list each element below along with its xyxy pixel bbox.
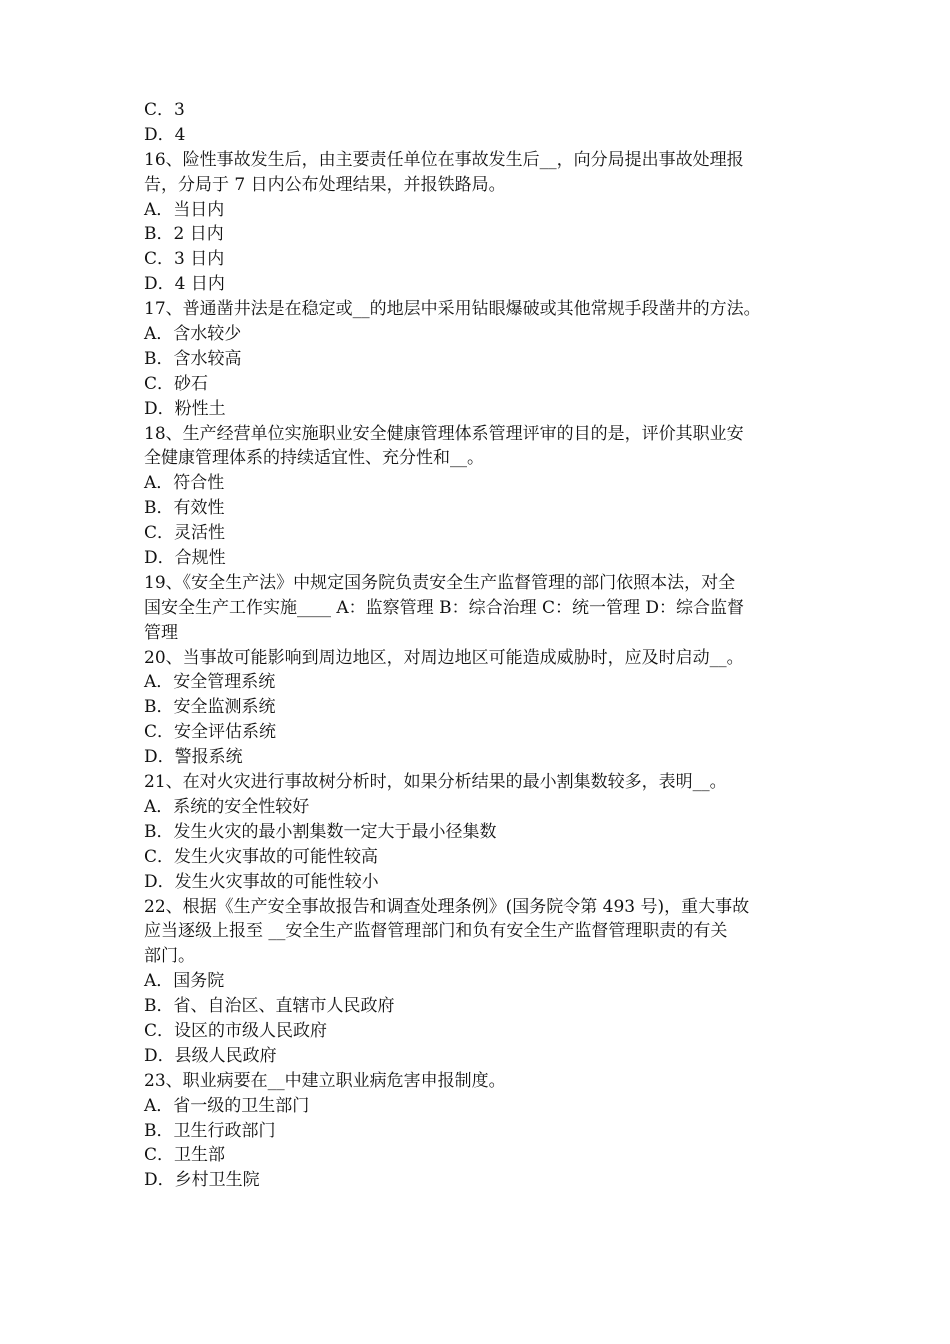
text-line: D．粉性土 <box>144 398 226 419</box>
text-line: A．安全管理系统 <box>144 672 276 693</box>
text-line: B．发生火灾的最小割集数一定大于最小径集数 <box>144 821 497 842</box>
text-line: B．有效性 <box>144 498 225 519</box>
text-line: A．系统的安全性较好 <box>144 796 310 817</box>
text-line: D．4 日内 <box>144 274 225 295</box>
text-line: C．灵活性 <box>144 523 226 544</box>
text-line: 全健康管理体系的持续适宜性、充分性和__。 <box>144 448 484 469</box>
text-line: A．国务院 <box>144 971 225 992</box>
text-line: D．县级人民政府 <box>144 1045 277 1066</box>
text-line: D．发生火灾事故的可能性较小 <box>144 871 379 892</box>
text-line: A．含水较少 <box>144 324 242 345</box>
text-line: C．3 <box>144 100 185 120</box>
text-line: B．含水较高 <box>144 348 242 369</box>
text-line: A．当日内 <box>144 199 225 220</box>
text-line: C．发生火灾事故的可能性较高 <box>144 846 379 867</box>
text-line: A．省一级的卫生部门 <box>144 1095 310 1116</box>
text-line: C．设区的市级人民政府 <box>144 1020 328 1041</box>
text-line: 部门。 <box>144 946 195 967</box>
text-line: C．卫生部 <box>144 1145 226 1166</box>
text-line: B．安全监测系统 <box>144 697 276 718</box>
text-line: B．2 日内 <box>144 224 224 245</box>
text-line: B．省、自治区、直辖市人民政府 <box>144 996 395 1017</box>
text-line: 22、根据《生产安全事故报告和调查处理条例》(国务院令第 493 号)，重大事故 <box>144 896 750 917</box>
text-line: 告，分局于 7 日内公布处理结果，并报铁路局。 <box>144 174 506 195</box>
document-body <box>144 98 824 1193</box>
text-line: 应当逐级上报至 __安全生产监督管理部门和负有安全生产监督管理职责的有关 <box>144 921 728 942</box>
text-line: D．乡村卫生院 <box>144 1170 260 1191</box>
text-line: C．3 日内 <box>144 249 225 270</box>
text-line: 23、职业病要在__中建立职业病危害申报制度。 <box>144 1070 506 1091</box>
text-line: D．4 <box>144 124 186 145</box>
text-line: A．符合性 <box>144 473 225 494</box>
text-line: B．卫生行政部门 <box>144 1120 276 1141</box>
text-line: 20、当事故可能影响到周边地区，对周边地区可能造成威胁时，应及时启动__。 <box>144 647 744 668</box>
text-line: 16、险性事故发生后，由主要责任单位在事故发生后__，向分局提出事故处理报 <box>144 149 744 170</box>
text-line: D．合规性 <box>144 548 226 569</box>
text-line: 17、普通凿井法是在稳定或__的地层中采用钻眼爆破或其他常规手段凿井的方法。 <box>144 299 761 320</box>
text-line: 管理 <box>144 622 178 643</box>
text-line: D．警报系统 <box>144 747 243 768</box>
text-line: 18、生产经营单位实施职业安全健康管理体系管理评审的目的是，评价其职业安 <box>144 423 744 444</box>
text-line: C．安全评估系统 <box>144 722 277 743</box>
text-line: 21、在对火灾进行事故树分析时，如果分析结果的最小割集数较多，表明__。 <box>144 772 727 793</box>
text-line: 19、《安全生产法》中规定国务院负责安全生产监督管理的部门依照本法，对全 <box>144 572 736 593</box>
text-line: 国安全生产工作实施____ A：监察管理 B：综合治理 C：统一管理 D：综合监督 <box>144 597 745 618</box>
text-line: C．砂石 <box>144 373 209 394</box>
